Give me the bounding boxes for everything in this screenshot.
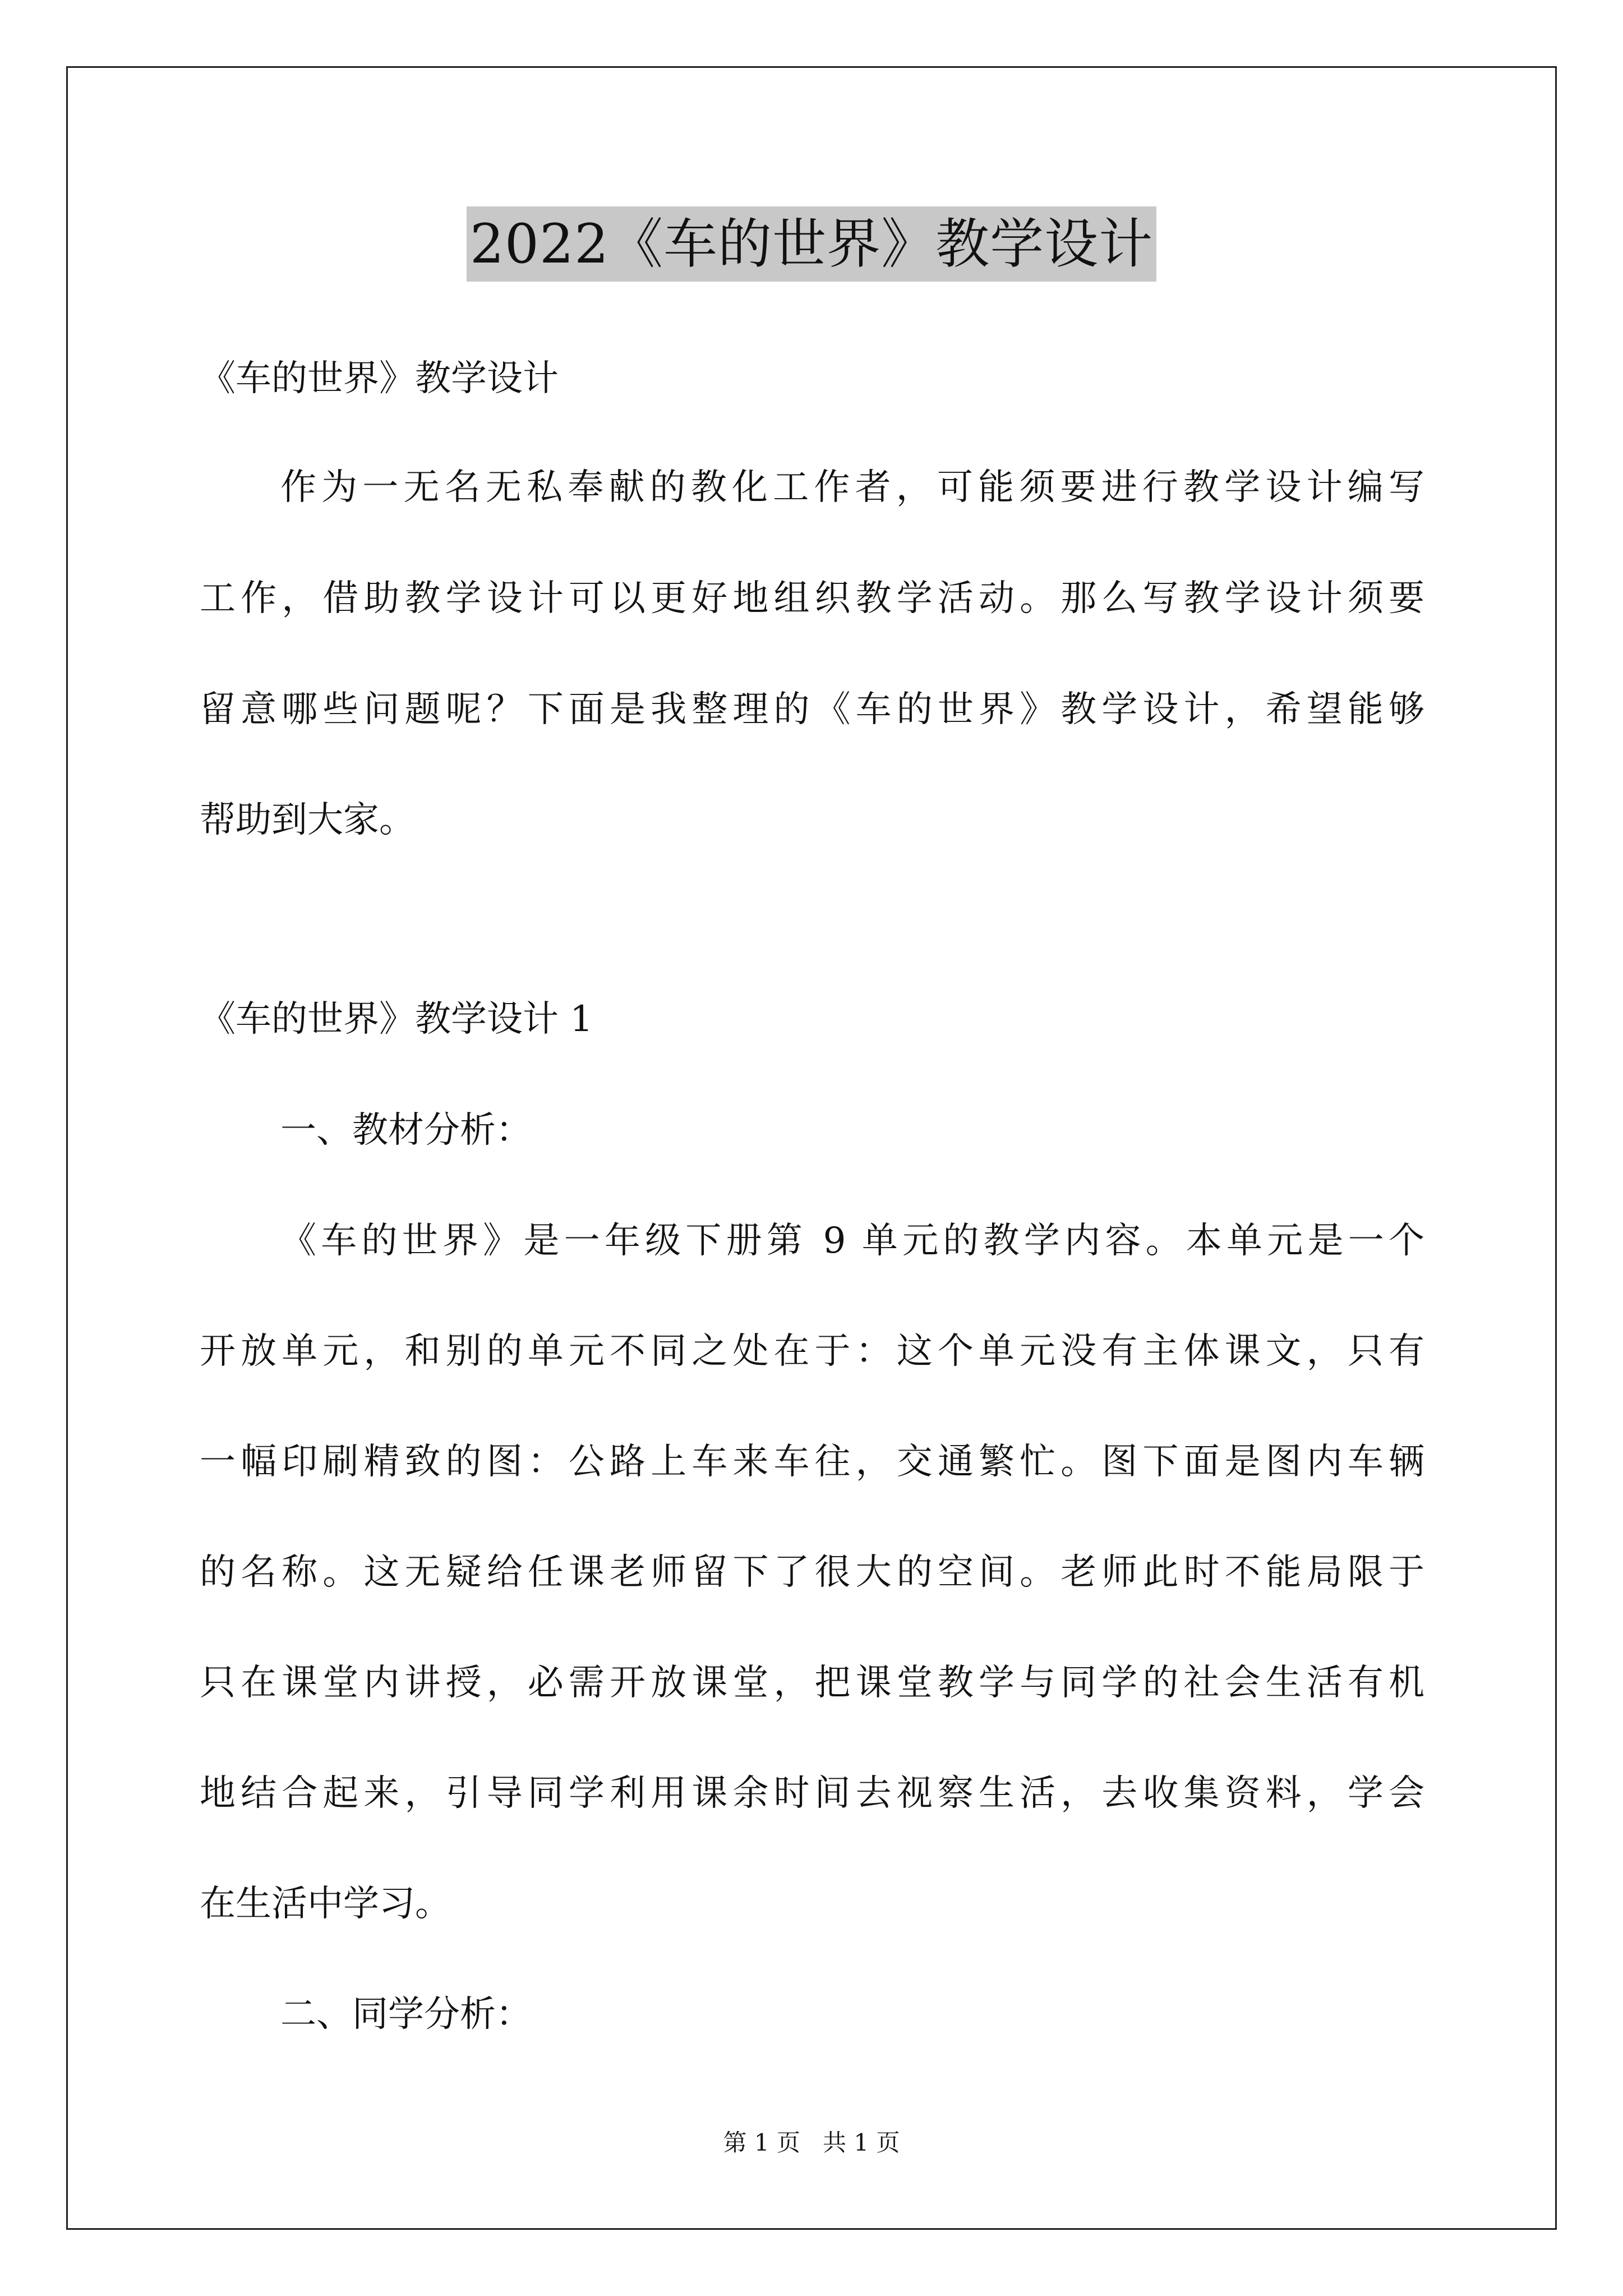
body-paragraph-line: 一幅印刷精致的图：公路上车来车往，交通繁忙。图下面是图内车辆 [200,1441,1424,1483]
intro-paragraph-line: 留意哪些问题呢？下面是我整理的《车的世界》教学设计，希望能够 [200,689,1424,730]
document-title [0,206,1623,285]
page-footer: 第 1 页 共 1 页 [723,2129,900,2156]
body-paragraph-line: 在生活中学习。 [200,1883,451,1925]
intro-paragraph-line: 作为一无名无私奉献的教化工作者，可能须要进行教学设计编写 [280,467,1424,508]
body-paragraph-line: 的名称。这无疑给任课老师留下了很大的空间。老师此时不能局限于 [200,1552,1424,1593]
subsection-heading: 二、同学分析： [280,1994,532,2035]
document-title-text: 2022《车的世界》教学设计 [467,206,1156,282]
body-paragraph-line: 《车的世界》是一年级下册第 9 单元的教学内容。本单元是一个 [280,1220,1424,1262]
body-paragraph-line: 地结合起来，引导同学利用课余时间去视察生活，去收集资料，学会 [200,1773,1424,1814]
section-heading: 《车的世界》教学设计 1 [200,999,593,1040]
intro-paragraph-line: 帮助到大家。 [200,799,415,841]
intro-paragraph-line: 工作，借助教学设计可以更好地组织教学活动。那么写教学设计须要 [200,578,1424,619]
body-paragraph-line: 只在课堂内讲授，必需开放课堂，把课堂教学与同学的社会生活有机 [200,1662,1424,1704]
subsection-heading: 一、教材分析： [280,1110,532,1151]
subtitle-line: 《车的世界》教学设计 [200,358,559,399]
body-paragraph-line: 开放单元，和别的单元不同之处在于：这个单元没有主体课文，只有 [200,1331,1424,1372]
